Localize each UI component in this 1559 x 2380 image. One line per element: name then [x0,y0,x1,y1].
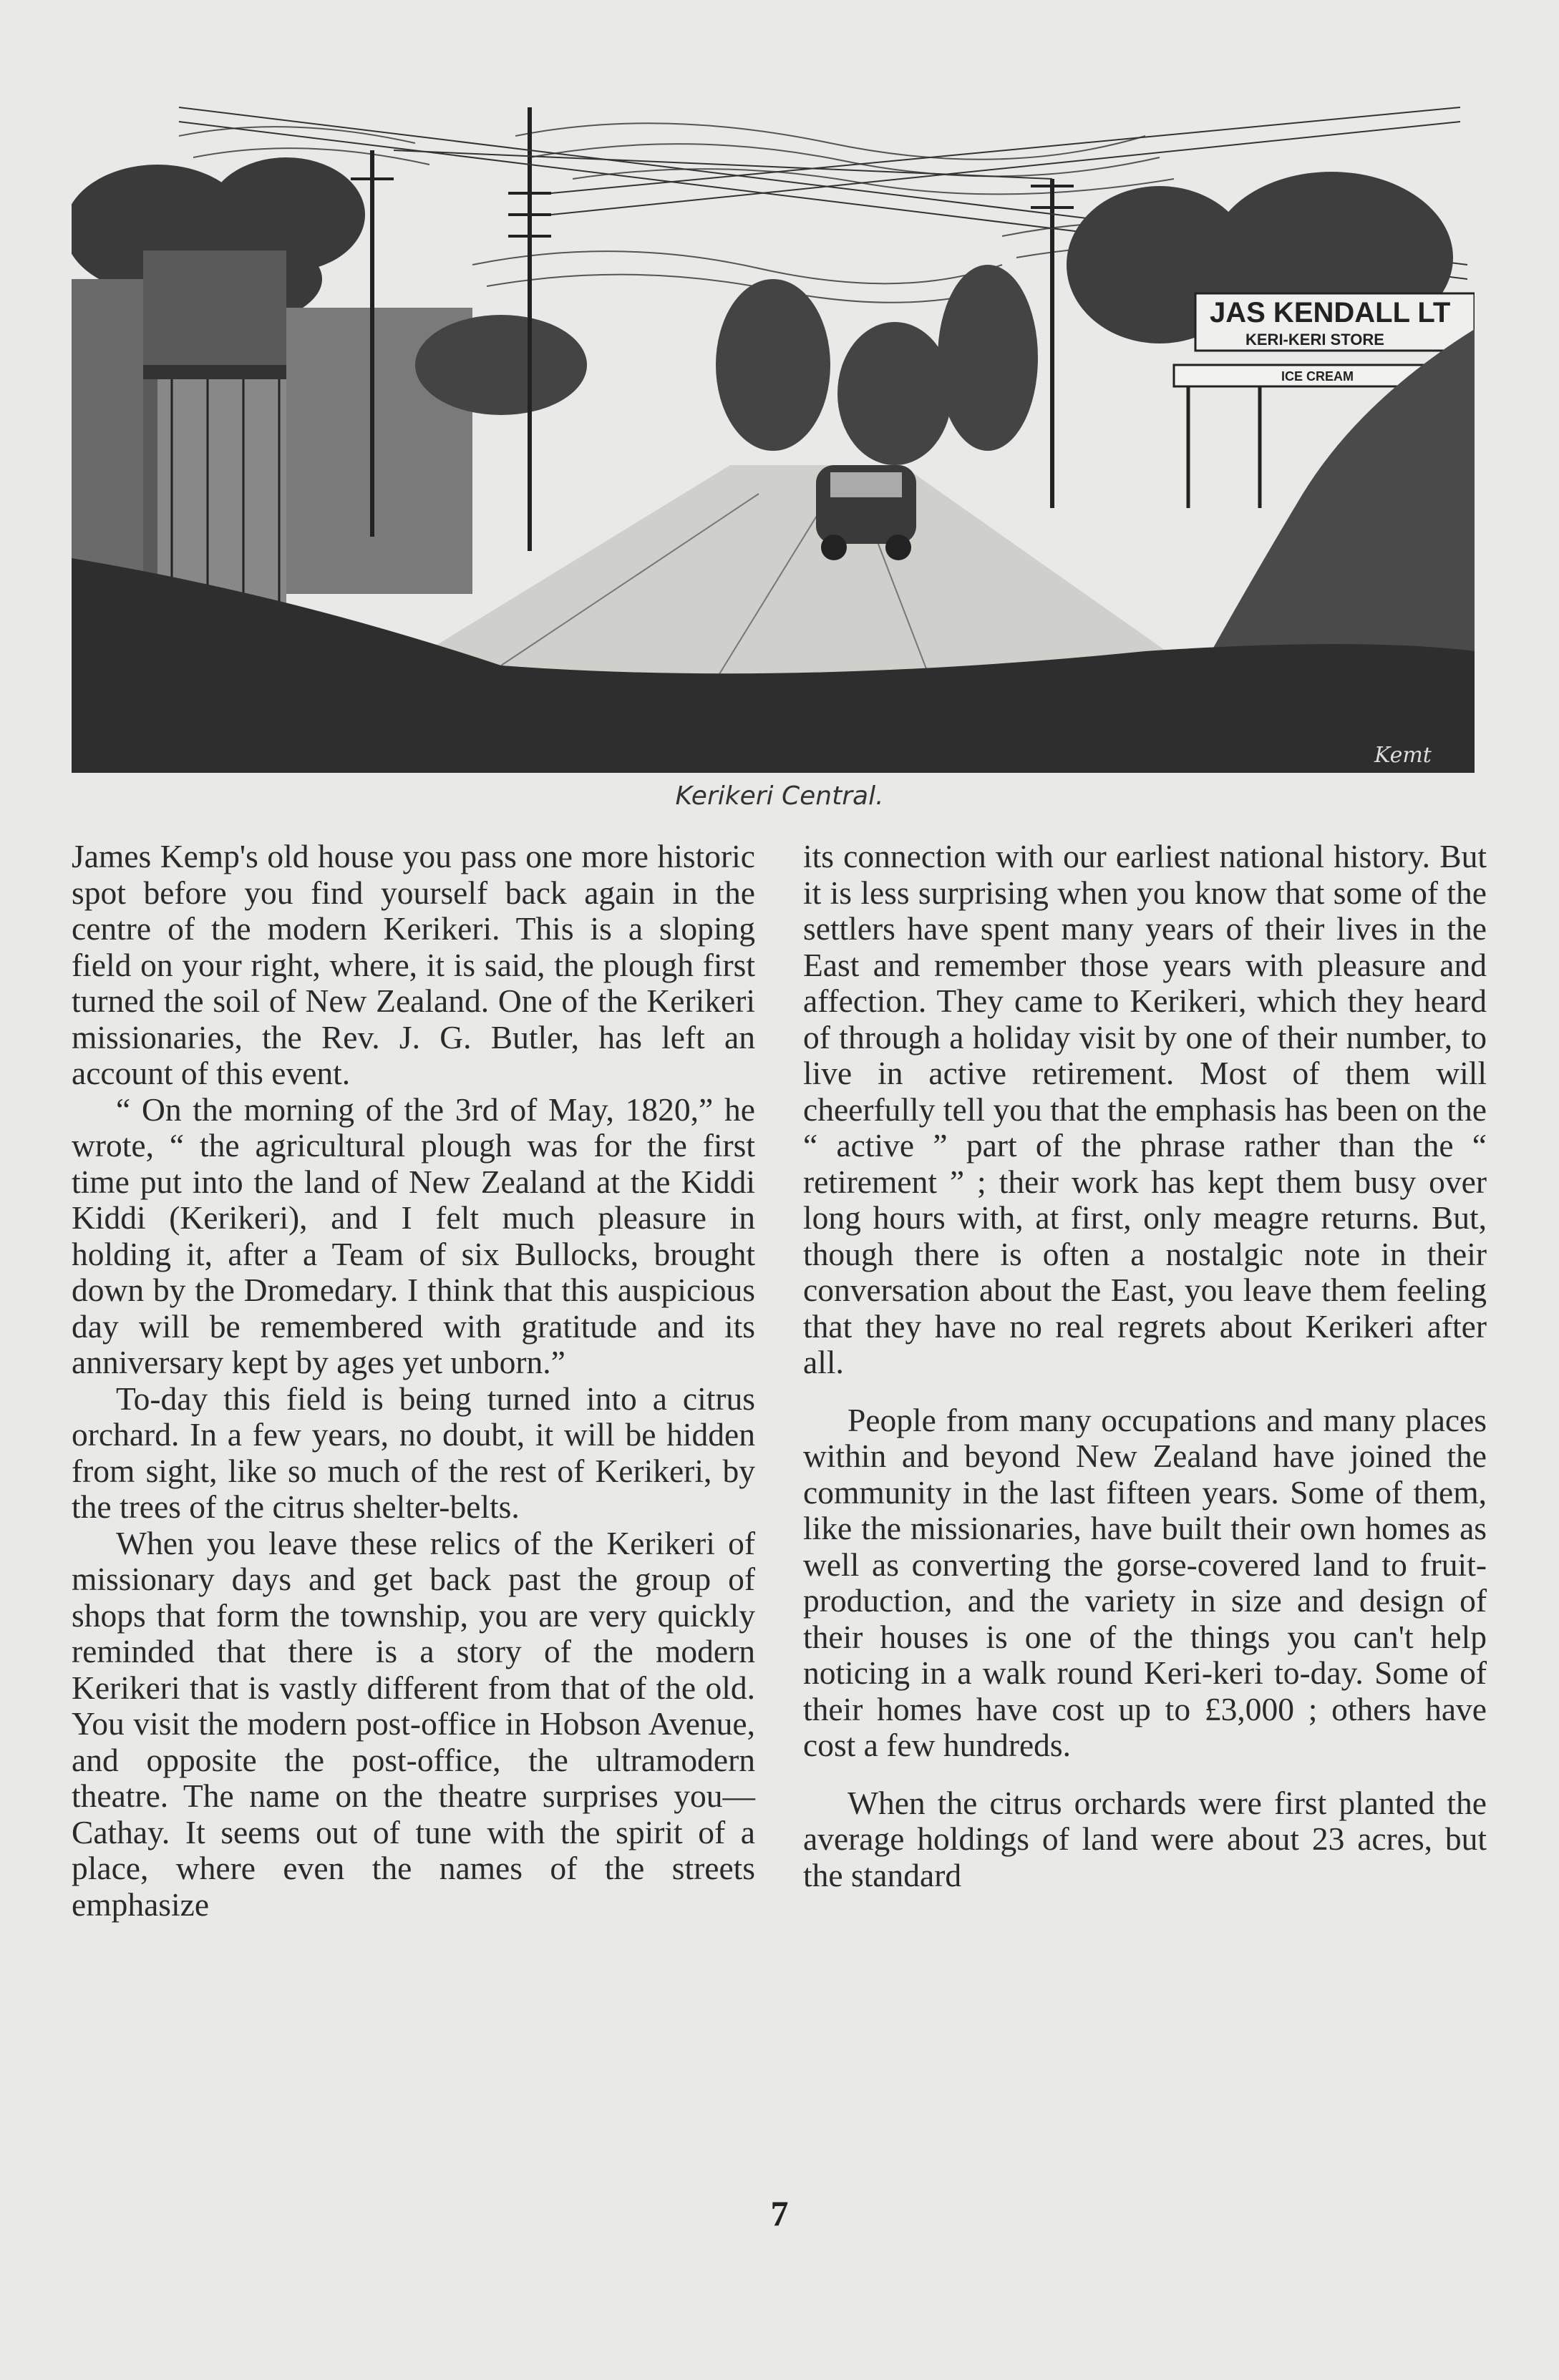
page-number: 7 [770,2193,789,2233]
figure-caption: Kerikeri Central. [675,781,884,811]
paragraph: People from many occupations and many places within and beyond New Zealand have joined the community in the last fifteen years. Some of them, like the missionaries, have built their own homes as well as converting the gorse-covered land to fruit-production, and the variety in size and design of their houses is one of the things you can't help noticing in a walk round Keri-keri to-day. Some of their homes have cost up to £3,000 ; others have cost a few hundreds. [803,1401,1487,1763]
street-scene-drawing [72,93,1475,773]
left-column [72,839,755,1923]
artist-signature: Kemt [1374,743,1432,768]
ice-cream-sign-text: ICE CREAM [1281,369,1354,384]
paragraph: James Kemp's old house you pass one more historic spot before you find yourself back again in the centre of the modern Kerikeri. This is a sloping field on your right, where, it is said, the plough first turned the soil of New Zealand. One of the Kerikeri missionaries, the Rev. J. G. Butler, has left an account of this event. [72,838,755,1091]
paragraph: To-day this field is being turned into a citrus orchard. In a few years, no doubt, it will be hidden from sight, like so much of the rest of Kerikeri, by the trees of the citrus shelter-belts. [72,1380,755,1525]
paragraph: its connection with our earliest national history. But it is less surprising when you know that some of the settlers have spent many years of their lives in the East and remember those years with pleasure and affection. They came to Kerikeri, which they heard of through a holiday visit by one of their number, to live in active retirement. Most of them will cheerfully tell you that the emphasis has been on the “ active ” part of the phrase rather than the “ retirement ” ; their work has kept them busy over long hours with, at first, only meagre returns. But, though there is often a nostalgic note in their conversation about the East, you leave them feeling that they have no real regrets about Kerikeri after all. [803,838,1487,1380]
store-sign-subtext: KERI-KERI STORE [1245,331,1384,348]
right-column [803,839,1487,1893]
paragraph: “ On the morning of the 3rd of May, 1820,” he wrote, “ the agricultural plough was for the first time put into the land of New Zealand at the Kiddi Kiddi (Kerikeri), and I felt much pleasure in holding it, after a Team of six Bullocks, brought down by the Dromedary. I think that this auspicious day will be remembered with gratitude and its anniversary kept by ages yet unborn.” [72,1091,755,1380]
paragraph: When you leave these relics of the Kerikeri of missionary days and get back past the group of shops that form the township, you are very quickly reminded that there is a story of the modern Kerikeri that is vastly different from that of the old. You visit the modern post-office in Hobson Avenue, and opposite the post-office, the ultramodern theatre. The name on the theatre surprises you—Cathay. It seems out of tune with the spirit of a place, where even the names of the streets emphasize [72,1524,755,1923]
paragraph: When the citrus orchards were first planted the average holdings of land were about 23 acres, but the standard [803,1784,1487,1893]
store-sign-text: JAS KENDALL LT [1210,297,1451,328]
kerikeri-central-illustration [72,93,1475,773]
